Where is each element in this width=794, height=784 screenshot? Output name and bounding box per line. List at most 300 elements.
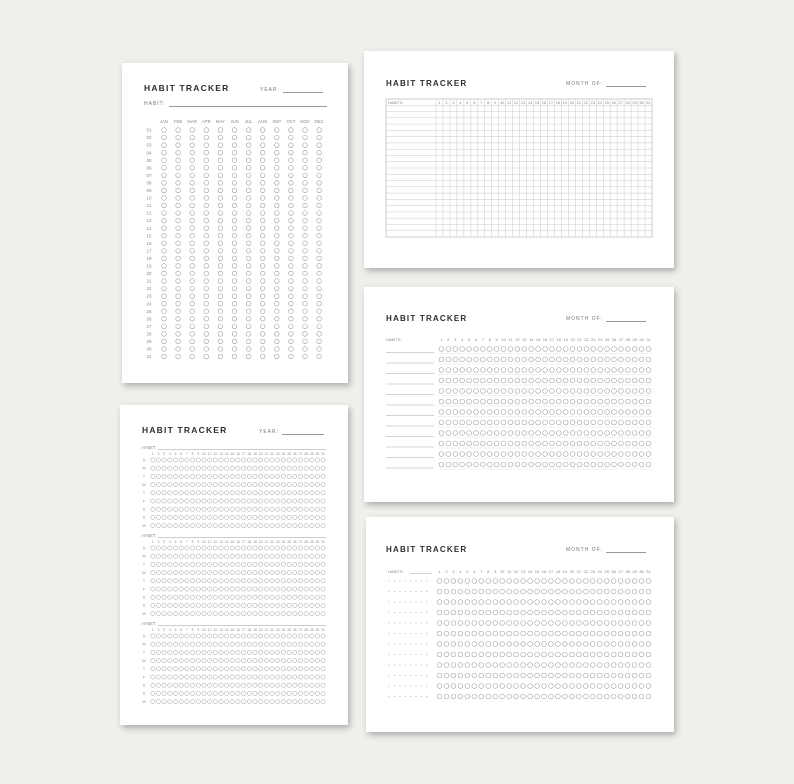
year-label: YEAR:	[260, 87, 281, 93]
day-circle	[479, 621, 484, 626]
day-circle	[521, 684, 526, 689]
day-circle	[458, 642, 463, 647]
day-circle	[569, 684, 574, 689]
day-number: 3	[163, 452, 166, 456]
day-circle	[213, 466, 217, 470]
dot	[388, 612, 389, 613]
day-circle	[213, 595, 217, 599]
day-circle	[591, 452, 596, 457]
day-number: 16	[541, 569, 547, 574]
day-circle	[176, 226, 181, 231]
day-circle	[162, 233, 167, 238]
day-circle	[310, 466, 314, 470]
day-circle	[298, 667, 302, 671]
day-circle	[542, 663, 547, 668]
day-circle	[474, 389, 479, 394]
day-circle	[590, 652, 595, 657]
day-circle	[202, 474, 206, 478]
day-circle	[460, 357, 465, 362]
day-circle	[264, 524, 268, 528]
day-circle	[204, 158, 209, 163]
day-circle	[529, 389, 534, 394]
monthly-dot-grid	[366, 517, 674, 732]
day-circle	[208, 634, 212, 638]
day-circle	[281, 491, 285, 495]
day-circle	[487, 347, 492, 352]
day-number: 6	[180, 540, 183, 544]
month-label: MONTH OF:	[566, 547, 604, 553]
day-number: 30	[315, 628, 320, 632]
day-circle	[168, 683, 172, 687]
day-circle	[173, 612, 177, 616]
day-circle	[179, 507, 183, 511]
day-circle	[310, 683, 314, 687]
day-number: 31	[321, 628, 325, 632]
day-circle	[275, 188, 280, 193]
day-circle	[439, 378, 444, 383]
day-circle	[570, 420, 575, 425]
day-circle	[247, 691, 251, 695]
day-number: 28	[304, 540, 308, 544]
day-circle	[275, 203, 280, 208]
day-number: 8	[487, 100, 490, 105]
day-circle	[185, 571, 189, 575]
day-circle	[584, 410, 589, 415]
day-circle	[303, 226, 308, 231]
day-circle	[472, 610, 477, 615]
day-number: 7	[185, 628, 188, 632]
day-circle	[236, 603, 240, 607]
day-circle	[242, 474, 246, 478]
day-circle	[162, 279, 167, 284]
day-number: 2	[447, 337, 450, 342]
day-circle	[208, 675, 212, 679]
dot	[415, 612, 416, 613]
day-circle	[625, 389, 630, 394]
day-circle	[202, 612, 206, 616]
day-number: 29	[632, 100, 637, 105]
day-circle	[281, 595, 285, 599]
day-circle	[522, 420, 527, 425]
day-circle	[591, 368, 596, 373]
day-circle	[508, 462, 513, 467]
day-circle	[597, 579, 602, 584]
day-circle	[246, 339, 251, 344]
day-circle	[439, 357, 444, 362]
day-circle	[535, 652, 540, 657]
day-circle	[247, 642, 251, 646]
day-circle	[190, 150, 195, 155]
day-circle	[173, 603, 177, 607]
day-circle	[612, 389, 617, 394]
day-circle	[179, 659, 183, 663]
day-circle	[230, 499, 234, 503]
day-circle	[287, 515, 291, 519]
day-circle	[446, 410, 451, 415]
day-circle	[242, 603, 246, 607]
habits-header: HABITS:	[388, 100, 404, 105]
day-circle	[451, 579, 456, 584]
day-circle	[287, 499, 291, 503]
dot	[426, 664, 427, 665]
day-circle	[310, 659, 314, 663]
day-circle	[549, 673, 554, 678]
day-circle	[536, 410, 541, 415]
day-circle	[196, 634, 200, 638]
day-number: 1	[151, 452, 154, 456]
day-circle	[204, 347, 209, 352]
day-circle	[597, 684, 602, 689]
day-circle	[213, 683, 217, 687]
day-circle	[270, 554, 274, 558]
day-label: 08	[146, 180, 152, 186]
day-circle	[260, 135, 265, 140]
day-circle	[583, 621, 588, 626]
day-circle	[625, 441, 630, 446]
day-circle	[465, 663, 470, 668]
dot	[399, 696, 400, 697]
day-circle	[185, 546, 189, 550]
day-circle	[289, 211, 294, 216]
day-circle	[480, 347, 485, 352]
day-circle	[276, 499, 280, 503]
weekday-letter: T	[142, 650, 146, 655]
day-circle	[287, 474, 291, 478]
day-circle	[275, 279, 280, 284]
day-circle	[287, 491, 291, 495]
day-circle	[276, 659, 280, 663]
day-circle	[536, 399, 541, 404]
day-circle	[474, 357, 479, 362]
day-circle	[247, 659, 251, 663]
day-circle	[467, 357, 472, 362]
day-circle	[162, 128, 167, 133]
day-circle	[232, 173, 237, 178]
day-circle	[458, 673, 463, 678]
day-circle	[185, 675, 189, 679]
day-circle	[480, 399, 485, 404]
day-circle	[486, 579, 491, 584]
day-circle	[162, 667, 166, 671]
day-circle	[276, 642, 280, 646]
day-circle	[303, 196, 308, 201]
day-circle	[303, 241, 308, 246]
day-circle	[590, 684, 595, 689]
weekday-letter: F	[142, 675, 146, 680]
month-label: JUN	[230, 119, 239, 124]
day-circle	[439, 368, 444, 373]
day-circle	[472, 684, 477, 689]
day-circle	[444, 642, 449, 647]
day-circle	[556, 357, 561, 362]
day-circle	[260, 196, 265, 201]
day-circle	[550, 410, 555, 415]
day-circle	[242, 546, 246, 550]
day-circle	[597, 600, 602, 605]
day-circle	[550, 420, 555, 425]
day-circle	[542, 610, 547, 615]
day-circle	[639, 589, 644, 594]
day-circle	[287, 603, 291, 607]
weekday-letter: S	[142, 691, 146, 696]
day-circle	[556, 579, 561, 584]
day-circle	[289, 279, 294, 284]
day-circle	[151, 683, 155, 687]
day-circle	[162, 173, 167, 178]
day-circle	[549, 684, 554, 689]
day-circle	[542, 684, 547, 689]
day-circle	[196, 595, 200, 599]
dot	[388, 633, 389, 634]
day-number: 22	[270, 452, 274, 456]
day-circle	[508, 347, 513, 352]
day-number: 15	[230, 452, 235, 456]
day-circle	[619, 431, 624, 436]
day-number: 31	[321, 540, 325, 544]
day-circle	[179, 546, 183, 550]
day-number: 20	[258, 628, 263, 632]
day-number: 14	[224, 540, 229, 544]
day-circle	[247, 474, 251, 478]
day-circle	[293, 554, 297, 558]
day-circle	[281, 587, 285, 591]
day-circle	[632, 410, 637, 415]
dot	[421, 622, 422, 623]
day-label: 20	[146, 271, 152, 277]
day-circle	[612, 357, 617, 362]
day-circle	[536, 357, 541, 362]
day-circle	[264, 554, 268, 558]
day-circle	[514, 663, 519, 668]
day-circle	[156, 634, 160, 638]
day-circle	[528, 642, 533, 647]
day-number: 31	[646, 337, 651, 342]
day-circle	[597, 694, 602, 699]
day-circle	[260, 203, 265, 208]
day-circle	[549, 642, 554, 647]
dot	[394, 643, 395, 644]
day-circle	[176, 211, 181, 216]
day-circle	[225, 650, 229, 654]
day-circle	[218, 339, 223, 344]
day-circle	[213, 691, 217, 695]
day-circle	[275, 339, 280, 344]
habit-label: HABIT:	[144, 101, 166, 107]
day-circle	[204, 203, 209, 208]
day-circle	[213, 562, 217, 566]
day-circle	[289, 158, 294, 163]
day-circle	[625, 410, 630, 415]
day-circle	[232, 241, 237, 246]
day-circle	[173, 546, 177, 550]
day-circle	[321, 595, 325, 599]
day-circle	[281, 524, 285, 528]
day-circle	[196, 466, 200, 470]
day-circle	[315, 466, 319, 470]
day-circle	[474, 452, 479, 457]
day-circle	[190, 264, 195, 269]
day-circle	[535, 694, 540, 699]
day-circle	[315, 642, 319, 646]
day-circle	[151, 700, 155, 704]
day-circle	[625, 420, 630, 425]
day-circle	[508, 441, 513, 446]
day-number: 13	[219, 452, 223, 456]
day-circle	[453, 399, 458, 404]
day-circle	[168, 691, 172, 695]
day-number: 14	[224, 452, 229, 456]
day-circle	[501, 389, 506, 394]
day-circle	[264, 562, 268, 566]
day-circle	[218, 264, 223, 269]
day-circle	[515, 462, 520, 467]
day-circle	[446, 420, 451, 425]
day-circle	[208, 650, 212, 654]
day-circle	[446, 347, 451, 352]
day-number: 20	[258, 540, 263, 544]
day-circle	[260, 256, 265, 261]
day-circle	[208, 524, 212, 528]
day-circle	[247, 595, 251, 599]
monthly-habit-grid	[364, 51, 674, 268]
day-circle	[190, 143, 195, 148]
day-circle	[321, 491, 325, 495]
day-circle	[185, 700, 189, 704]
day-circle	[173, 650, 177, 654]
day-number: 13	[219, 628, 223, 632]
day-circle	[173, 474, 177, 478]
day-circle	[493, 684, 498, 689]
day-circle	[204, 339, 209, 344]
day-circle	[646, 431, 651, 436]
day-circle	[213, 546, 217, 550]
day-circle	[569, 663, 574, 668]
day-circle	[577, 389, 582, 394]
day-circle	[173, 499, 177, 503]
day-circle	[185, 634, 189, 638]
day-number: 10	[202, 540, 206, 544]
day-circle	[508, 378, 513, 383]
day-circle	[276, 595, 280, 599]
weekday-letter: S	[142, 546, 146, 551]
day-circle	[173, 466, 177, 470]
day-circle	[232, 339, 237, 344]
day-circle	[213, 659, 217, 663]
day-circle	[487, 462, 492, 467]
day-circle	[202, 546, 206, 550]
day-circle	[528, 663, 533, 668]
day-circle	[619, 462, 624, 467]
day-circle	[583, 694, 588, 699]
day-circle	[247, 515, 251, 519]
day-circle	[156, 562, 160, 566]
day-circle	[151, 491, 155, 495]
day-circle	[590, 694, 595, 699]
month-label: MONTH OF:	[566, 81, 604, 87]
day-circle	[219, 700, 223, 704]
day-circle	[451, 600, 456, 605]
day-circle	[260, 264, 265, 269]
day-number: 12	[213, 628, 218, 632]
day-circle	[298, 458, 302, 462]
day-circle	[467, 420, 472, 425]
day-circle	[444, 579, 449, 584]
day-circle	[494, 357, 499, 362]
day-circle	[162, 491, 166, 495]
day-circle	[242, 612, 246, 616]
day-circle	[583, 642, 588, 647]
day-circle	[281, 612, 285, 616]
month-label: MAY	[215, 119, 225, 124]
day-circle	[287, 642, 291, 646]
day-circle	[190, 691, 194, 695]
day-circle	[577, 452, 582, 457]
day-circle	[190, 203, 195, 208]
day-circle	[219, 667, 223, 671]
day-number: 25	[604, 100, 609, 105]
day-circle	[247, 466, 251, 470]
day-circle	[646, 663, 651, 668]
yearly-grid	[122, 63, 348, 383]
day-circle	[270, 650, 274, 654]
day-circle	[584, 357, 589, 362]
dot	[415, 654, 416, 655]
day-circle	[230, 675, 234, 679]
day-circle	[453, 441, 458, 446]
sheet-title: HABIT TRACKER	[142, 425, 228, 435]
day-circle	[304, 642, 308, 646]
day-circle	[317, 188, 322, 193]
day-circle	[467, 462, 472, 467]
weekday-letter: M	[142, 466, 146, 471]
day-circle	[467, 452, 472, 457]
day-circle	[493, 610, 498, 615]
day-circle	[281, 474, 285, 478]
day-circle	[236, 562, 240, 566]
day-circle	[253, 562, 257, 566]
day-circle	[259, 507, 263, 511]
day-circle	[453, 357, 458, 362]
day-circle	[317, 309, 322, 314]
day-number: 11	[507, 100, 512, 105]
day-circle	[460, 420, 465, 425]
day-circle	[521, 652, 526, 657]
day-circle	[218, 256, 223, 261]
day-circle	[230, 659, 234, 663]
day-circle	[514, 621, 519, 626]
day-circle	[458, 684, 463, 689]
day-circle	[646, 441, 651, 446]
day-circle	[287, 579, 291, 583]
dot	[394, 622, 395, 623]
month-label: APR	[201, 119, 211, 124]
dot	[415, 675, 416, 676]
day-circle	[190, 650, 194, 654]
day-circle	[612, 420, 617, 425]
day-circle	[618, 579, 623, 584]
day-circle	[535, 684, 540, 689]
three-habit-grid	[120, 405, 348, 725]
day-circle	[298, 524, 302, 528]
day-circle	[529, 368, 534, 373]
day-circle	[259, 483, 263, 487]
day-circle	[168, 466, 172, 470]
day-circle	[242, 562, 246, 566]
day-circle	[162, 226, 167, 231]
day-circle	[563, 579, 568, 584]
day-circle	[321, 691, 325, 695]
day-circle	[439, 462, 444, 467]
